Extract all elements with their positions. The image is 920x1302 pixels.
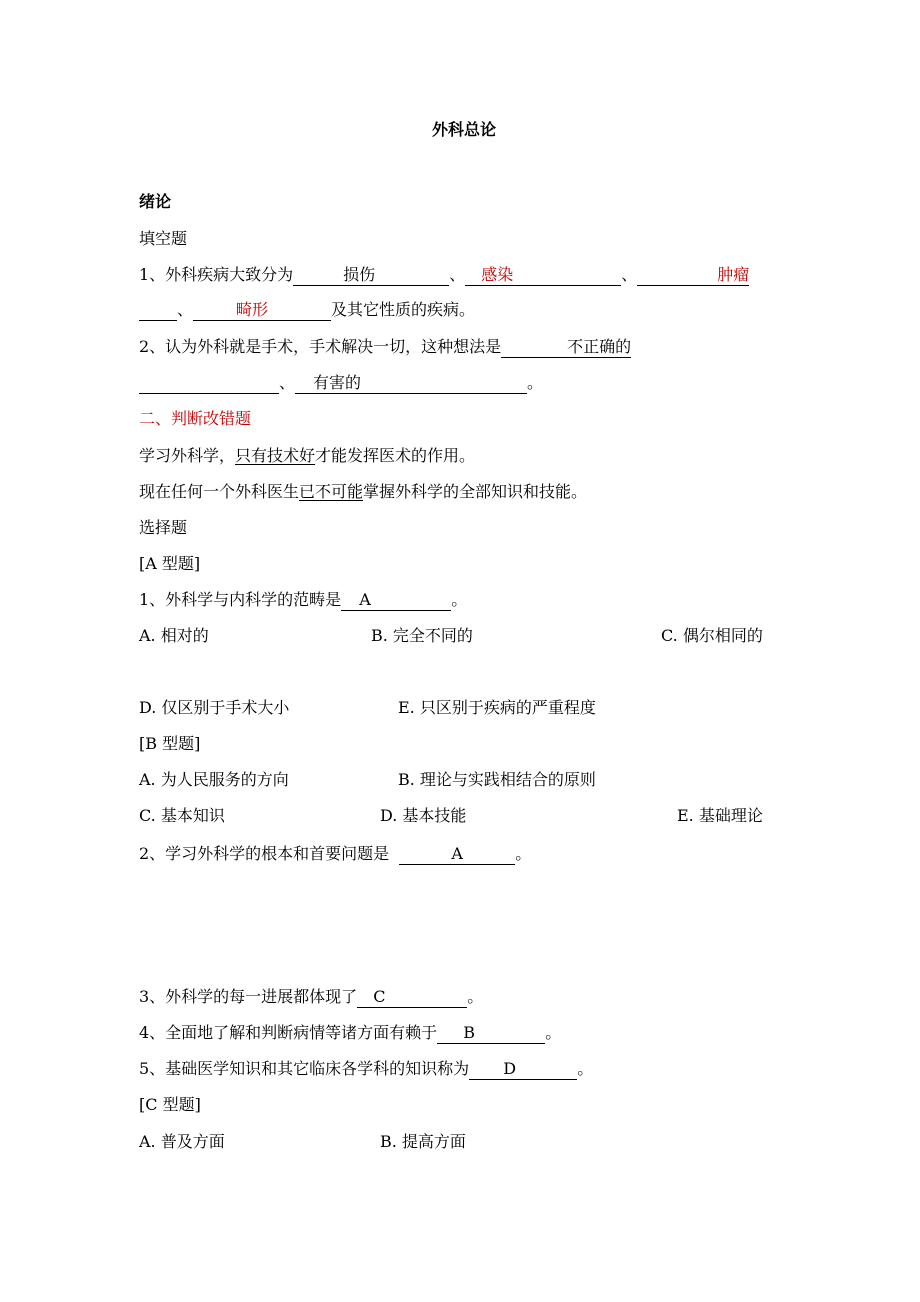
b-question-5 (139, 1058, 593, 1080)
a-option-e: E. 只区别于疾病的严重程度 (398, 698, 596, 717)
b-option-b: B. 理论与实践相结合的原则 (398, 770, 596, 789)
choice-heading: 选择题 (139, 518, 188, 537)
type-a-heading: [A 型题] (139, 554, 201, 573)
b-option-d: D. 基本技能 (380, 806, 467, 825)
a-q1-blank (341, 590, 451, 611)
judge2-post: 掌握外科学的全部知识和技能。 (363, 482, 588, 501)
fill-question-2-cont (139, 372, 543, 394)
c-option-a: A. 普及方面 (139, 1132, 225, 1151)
q2-blank-2 (295, 373, 527, 394)
a-q1-prefix: 1、外科学与内科学的范畴是 (139, 590, 342, 609)
b-q5-blank (469, 1059, 577, 1080)
q2-answer-2: 有害的 (313, 373, 362, 392)
q2-suffix: 。 (527, 373, 544, 392)
q2-answer-1: 不正确的 (567, 337, 632, 356)
judge-item-2 (139, 481, 587, 503)
type-b-heading: [B 型题] (139, 734, 201, 753)
q1-sep-1: 、 (449, 265, 466, 284)
a-question-1 (139, 589, 467, 611)
judge1-underlined: 只有技术好 (235, 446, 316, 465)
q1-sep-2: 、 (621, 265, 638, 284)
b-q4-answer: B (463, 1023, 475, 1042)
b-q3-suffix: 。 (467, 987, 484, 1006)
q1-blank-1 (293, 265, 449, 286)
b-q3-prefix: 3、外科学的每一进展都体现了 (139, 987, 358, 1006)
b-option-e: E. 基础理论 (677, 806, 763, 825)
a-option-a: A. 相对的 (139, 626, 209, 645)
q2-sep: 、 (279, 373, 296, 392)
b-q2-suffix: 。 (515, 844, 532, 863)
q1-suffix: 及其它性质的疾病。 (331, 300, 476, 319)
q1-blank-2 (465, 265, 621, 286)
judge2-underlined: 已不可能 (299, 482, 364, 501)
b-q5-prefix: 5、基础医学知识和其它临床各学科的知识称为 (139, 1059, 470, 1078)
b-option-a: A. 为人民服务的方向 (139, 770, 289, 789)
b-q3-blank (357, 987, 467, 1008)
q1-blank-3-cont (139, 300, 177, 321)
b-q4-suffix: 。 (545, 1023, 562, 1042)
judge1-pre: 学习外科学， (139, 446, 236, 465)
q1-answer-2: 感染 (481, 265, 514, 284)
q1-blank-3 (637, 265, 749, 286)
b-q5-suffix: 。 (577, 1059, 594, 1078)
b-q3-answer: C (373, 987, 386, 1006)
b-q4-prefix: 4、全面地了解和判断病情等诸方面有赖于 (139, 1023, 438, 1042)
page-title: 外科总论 (432, 120, 497, 139)
judge1-post: 才能发挥医术的作用。 (315, 446, 476, 465)
a-q1-answer: A (359, 590, 371, 609)
q1-answer-1: 损伤 (343, 265, 376, 284)
b-question-4 (139, 1022, 561, 1044)
b-option-c: C. 基本知识 (139, 806, 225, 825)
fill-in-heading: 填空题 (139, 229, 188, 248)
a-option-d: D. 仅区别于手术大小 (139, 698, 290, 717)
b-question-3 (139, 986, 483, 1008)
b-q2-blank (399, 844, 515, 865)
b-q5-answer: D (503, 1059, 517, 1078)
q1-blank-4 (193, 300, 331, 321)
b-q2-prefix: 2、学习外科学的根本和首要问题是 (139, 844, 390, 863)
c-option-b: B. 提高方面 (380, 1132, 466, 1151)
fill-question-1 (139, 264, 749, 286)
q2-prefix: 2、认为外科就是手术，手术解决一切，这种想法是 (139, 337, 502, 356)
a-q1-suffix: 。 (451, 590, 468, 609)
q1-answer-3: 肿瘤 (717, 265, 750, 284)
judge-heading: 二、判断改错题 (139, 409, 252, 428)
fill-question-2 (139, 336, 631, 358)
judge2-pre: 现在任何一个外科医生 (139, 482, 300, 501)
section-heading-intro: 绪论 (139, 192, 172, 211)
q1-sep-3: 、 (177, 300, 194, 319)
judge-item-1 (139, 445, 475, 467)
b-q2-answer: A (451, 844, 463, 863)
fill-question-1-cont (139, 299, 475, 321)
a-option-b: B. 完全不同的 (371, 626, 473, 645)
a-option-c: C. 偶尔相同的 (661, 626, 763, 645)
q2-blank-1 (501, 337, 631, 358)
b-question-2 (139, 843, 531, 865)
q1-prefix: 1、外科疾病大致分为 (139, 265, 294, 284)
q1-answer-4: 畸形 (236, 300, 269, 319)
q2-blank-1-cont (139, 373, 279, 394)
b-q4-blank (437, 1023, 545, 1044)
type-c-heading: [C 型题] (139, 1095, 201, 1114)
